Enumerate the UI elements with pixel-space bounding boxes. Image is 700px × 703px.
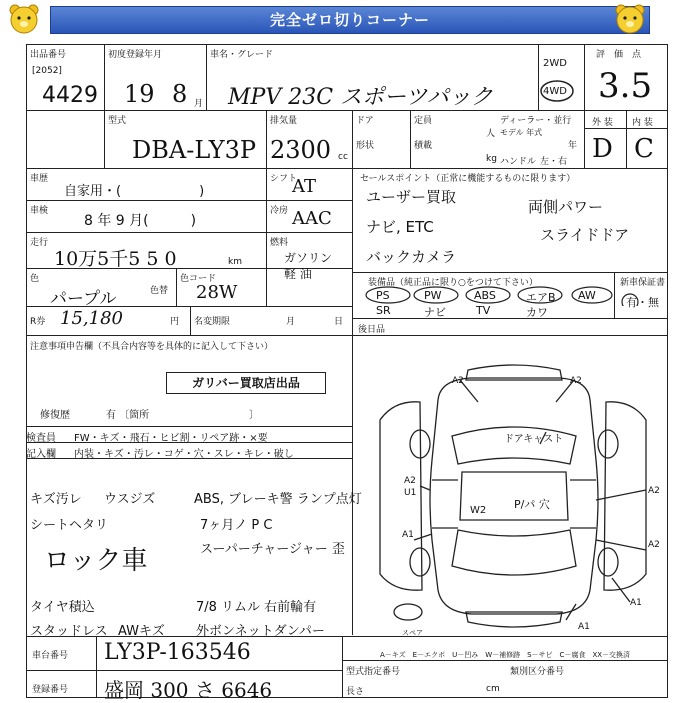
car-name-grade: MPV 23C スポーツパック: [228, 85, 493, 110]
selling-point-item: スライドドア: [540, 226, 630, 244]
color-code-value: 28W: [196, 282, 238, 303]
warranty-label: 新車保証書: [620, 278, 666, 288]
note-handwritten: ABS, ブレーキ警 ランプ点灯: [194, 492, 362, 507]
load-label: 積載: [414, 141, 433, 151]
length-label: 長さ: [346, 687, 365, 697]
tax-value: 15,180: [60, 308, 123, 329]
damage-label: A1: [630, 598, 642, 608]
repair-value: 有 〔箇所 〕: [106, 410, 260, 421]
length-unit: cm: [486, 684, 500, 694]
note-handwritten: 7ヶ月ノ P C: [200, 518, 273, 533]
damage-note: ドアキャスト: [504, 434, 564, 445]
dealer-label: ディーラー・並行: [500, 116, 572, 126]
drive-2wd: 2WD: [543, 58, 567, 69]
note-handwritten: ウスジズ: [104, 492, 156, 507]
equipment-item: カワ: [526, 306, 548, 319]
equipment-item: PW: [424, 289, 442, 302]
handle-label: ハンドル: [500, 157, 537, 167]
note-handwritten: AWキズ: [118, 624, 165, 639]
model-code: DBA-LY3P: [132, 136, 256, 164]
tax-label: R券: [30, 317, 46, 327]
note-handwritten: シートヘタリ: [30, 518, 109, 533]
chassis-number: LY3P-163546: [104, 640, 251, 665]
class-number-label: 類別区分番号: [510, 667, 565, 677]
damage-label: U1: [404, 488, 417, 498]
year-unit: 年: [568, 141, 578, 151]
equipment-item: PS: [376, 289, 390, 302]
type-number-label: 型式指定番号: [346, 667, 401, 677]
equipment-item: TV: [476, 304, 491, 317]
fuel-label: 燃料: [270, 238, 289, 248]
gulliver-stamp: ガリバー買取店出品: [192, 376, 300, 390]
mileage-label: 走行: [30, 238, 49, 248]
rear-items-label: 後日品: [358, 325, 386, 335]
lot-sub: [2052]: [32, 66, 62, 76]
month-unit: 月: [194, 99, 204, 109]
banner-title: 完全ゼロ切りコーナー: [50, 6, 650, 34]
registration-label: 初度登録年月: [108, 50, 163, 60]
note-handwritten: 7/8 リムル 右前輪有: [196, 600, 317, 615]
shift-label: シフト: [270, 174, 298, 184]
drive-4wd: 4WD: [543, 86, 567, 97]
registration-year: 19: [124, 80, 155, 108]
tax-unit: 円: [170, 317, 180, 327]
note-locked-car: ロック車: [44, 546, 148, 576]
damage-legend: A－キズ E－エクボ U－凹み W－補修跡 S－サビ C－腐食 XX－交換済: [380, 651, 631, 659]
history-label: 車歴: [30, 174, 49, 184]
equipment-item: ナビ: [424, 306, 446, 319]
damage-label: A2: [648, 486, 660, 496]
warranty-options: 有・無: [626, 296, 659, 309]
damage-note: P/パ 穴: [514, 498, 550, 511]
interior-label: 内 装: [632, 118, 653, 128]
displacement-unit: cc: [338, 152, 348, 162]
nameplate-label: 名変期限: [194, 317, 231, 327]
damage-label: A2: [404, 476, 416, 486]
color-value: パープル: [50, 289, 117, 309]
exterior-label: 外 装: [592, 118, 613, 128]
selling-point-item: ナビ, ETC: [366, 218, 434, 236]
displacement-label: 排気量: [270, 116, 298, 126]
evaluation-score: 3.5: [598, 66, 653, 106]
fuel-value: ガソリン 軽 油: [284, 251, 333, 281]
damage-label: A2: [452, 376, 464, 386]
equipment-item: AW: [578, 289, 596, 302]
handle-options: 左・右: [540, 157, 568, 167]
entrant-options: 内装・キズ・汚レ・コゲ・穴・スレ・キレ・破し: [74, 449, 294, 460]
inspection-label: 車検: [30, 206, 49, 216]
nameplate-day: 日: [334, 317, 344, 327]
model-label: 型式: [108, 116, 127, 126]
lot-number: 4429: [42, 83, 98, 108]
repair-label: 修復歴: [40, 410, 70, 421]
drive-circle-icon: [538, 78, 576, 104]
spare-label: スペア: [402, 629, 423, 637]
chassis-label: 車台番号: [32, 651, 69, 661]
mileage-unit: km: [228, 257, 242, 267]
color-label: 色: [30, 274, 40, 284]
registration-month: 8: [172, 80, 188, 108]
equipment-item: エアB: [526, 291, 556, 304]
selling-points-label: セールスポイント（正常に機能するものに限ります）: [360, 174, 576, 184]
ac-label: 冷房: [270, 206, 289, 216]
inspector-options: FW・キズ・飛石・ヒビ割・リペア跡・×要: [74, 433, 268, 444]
displacement-value: 2300: [270, 136, 332, 164]
equipment-label: 装備品（純正品に限り○をつけて下さい）: [368, 278, 538, 288]
load-unit: kg: [486, 154, 497, 164]
damage-label: A2: [570, 376, 582, 386]
note-handwritten: 外ボンネットダンパー: [196, 624, 325, 639]
entrant-label: 記入欄: [26, 449, 56, 460]
note-handwritten: タイヤ積込: [30, 600, 95, 615]
ac-value: AAC: [292, 208, 332, 229]
note-handwritten: スーパーチャージャー 歪: [200, 542, 345, 557]
note-handwritten: スタッドレス: [30, 624, 108, 639]
note-handwritten: キズ汚レ: [30, 492, 82, 507]
selling-point-item: ユーザー買取: [366, 188, 457, 206]
nameplate-month: 月: [286, 317, 296, 327]
model-year-label: モデル 年式: [500, 128, 543, 137]
damage-label: W2: [470, 505, 487, 516]
damage-label: A1: [578, 622, 590, 632]
registration-number-label: 登録番号: [32, 685, 69, 695]
interior-grade: C: [634, 134, 654, 164]
color-code-label: 色コード: [180, 274, 217, 284]
stamp-box: [166, 372, 326, 394]
mileage-value: 10万5千5 5 0: [54, 248, 177, 270]
score-label: 評 価 点: [596, 50, 642, 60]
shape-label: 形状: [356, 141, 375, 151]
equipment-circle-marks: [360, 286, 660, 306]
shift-value: AT: [292, 176, 317, 197]
tone-label: 色替: [150, 286, 169, 296]
car-name-label: 車名・グレード: [210, 50, 274, 60]
damage-label: A1: [402, 530, 414, 540]
notes-label: 注意事項申告欄（不具合内容等を具体的に記入して下さい）: [30, 342, 274, 352]
damage-label: A2: [648, 540, 660, 550]
door-label: ドア: [356, 116, 374, 126]
inspector-label: 検査員: [26, 433, 56, 444]
capacity-unit: 人: [486, 129, 496, 139]
equipment-item: ABS: [474, 289, 496, 302]
lot-label: 出品番号: [30, 50, 67, 60]
equipment-item: SR: [376, 304, 391, 317]
selling-point-item: バックカメラ: [366, 248, 457, 266]
capacity-label: 定員: [414, 116, 433, 126]
history-value: 自家用・( ): [64, 184, 205, 199]
exterior-grade: D: [592, 134, 613, 164]
registration-number: 盛岡 300 さ 6646: [104, 678, 273, 702]
inspection-value: 8 年 9 月( ): [84, 213, 197, 229]
selling-point-item: 両側パワー: [528, 198, 604, 216]
